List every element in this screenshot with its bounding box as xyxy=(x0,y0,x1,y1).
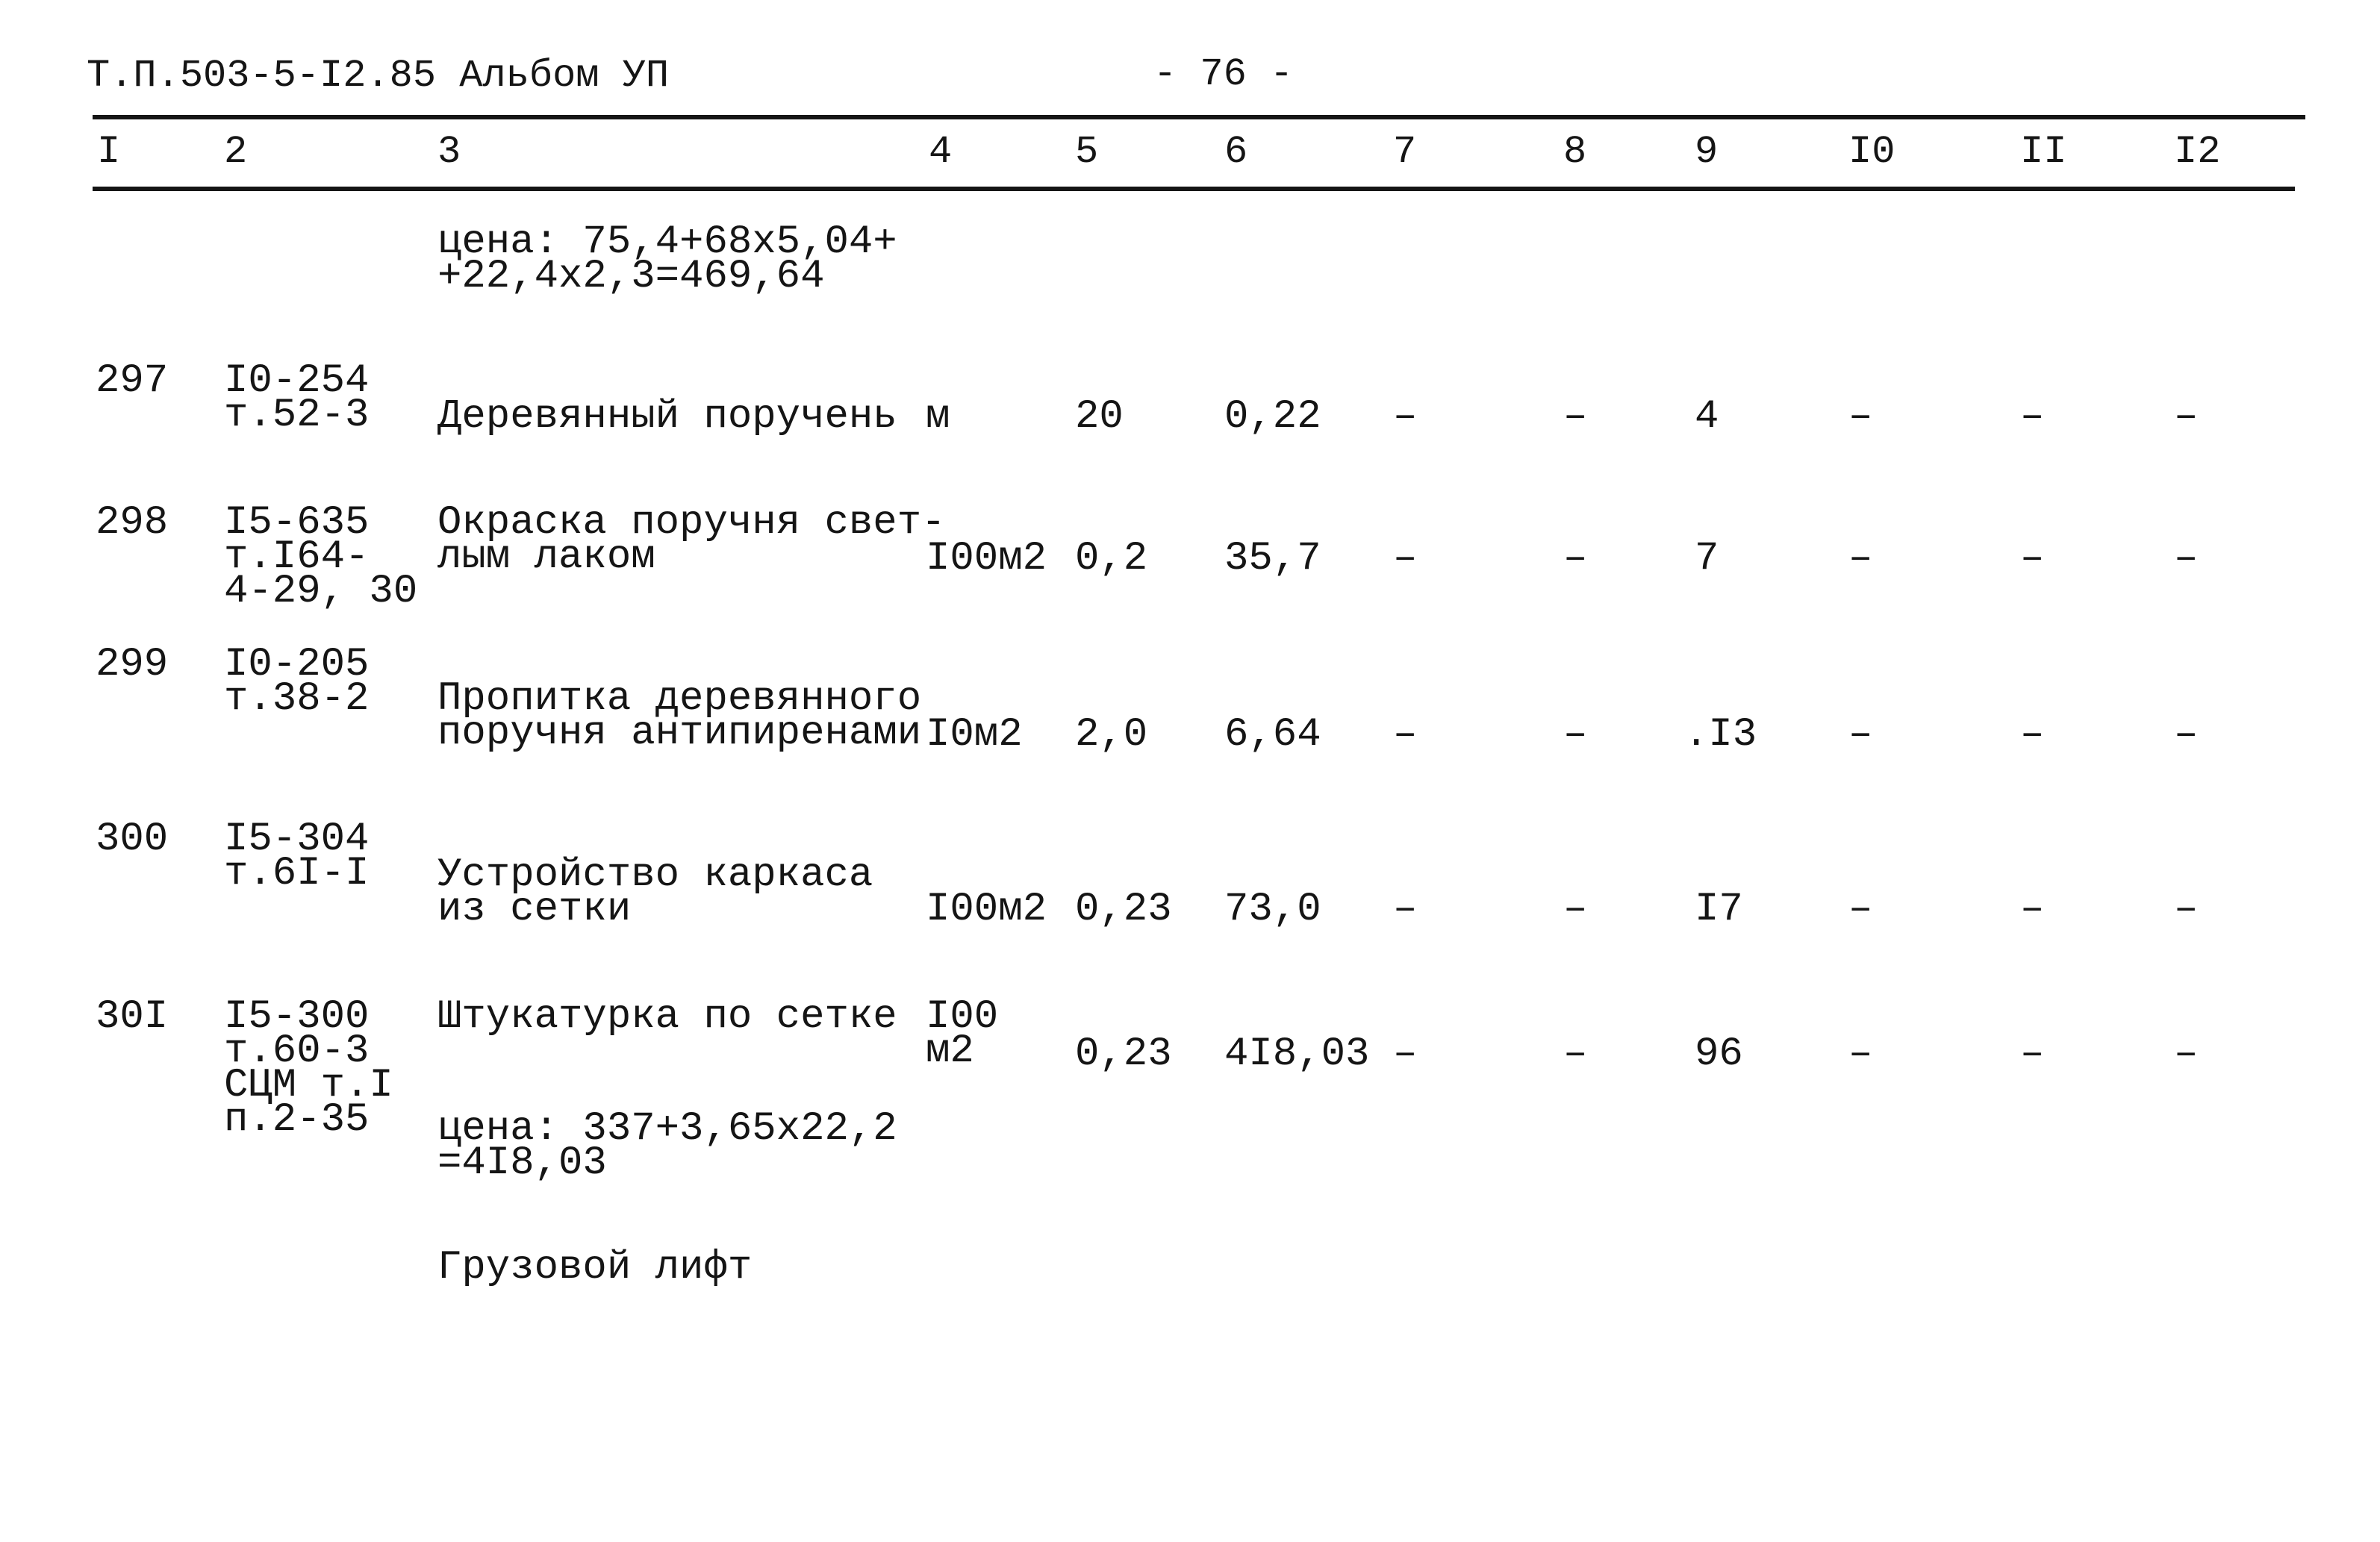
header-bottom-rule xyxy=(93,187,2295,191)
unit: I0м2 xyxy=(926,712,1023,758)
col-12-value: – xyxy=(2174,394,2199,440)
unit-price: 4I8,03 xyxy=(1224,1031,1370,1077)
work-description: Деревянный поручень xyxy=(437,394,897,440)
quantity: 20 xyxy=(1075,394,1124,440)
unit-price: 73,0 xyxy=(1224,887,1321,932)
work-description: Устройство каркаса из сетки xyxy=(437,852,873,932)
price-note: цена: 337+3,65х22,2 =4I8,03 xyxy=(437,1106,897,1186)
col-11-value: – xyxy=(2020,712,2045,758)
col-10-value: – xyxy=(1848,1031,1873,1077)
unit: I00м2 xyxy=(926,887,1047,932)
column-header-10: I0 xyxy=(1848,130,1895,174)
col-9-value: I7 xyxy=(1695,887,1743,932)
rate-code: I0-254 т.52-3 xyxy=(224,358,370,438)
col-10-value: – xyxy=(1848,536,1873,581)
col-11-value: – xyxy=(2020,536,2045,581)
row-number: 298 xyxy=(96,500,169,546)
col-10-value: – xyxy=(1848,887,1873,932)
page-number: - 76 - xyxy=(1153,52,1294,96)
unit-price: 0,22 xyxy=(1224,394,1321,440)
col-8-value: – xyxy=(1563,712,1588,758)
quantity: 0,23 xyxy=(1075,887,1172,932)
document-code: Т.П.503-5-I2.85 Альбом УП xyxy=(87,54,670,98)
col-8-value: – xyxy=(1563,887,1588,932)
rate-code: I5-300 т.60-3 СЦМ т.I п.2-35 xyxy=(224,994,393,1143)
rate-code: I5-635 т.I64- 4-29, 30 xyxy=(224,500,418,614)
column-header-4: 4 xyxy=(929,130,953,174)
unit: I00м2 xyxy=(926,536,1047,581)
row-number: 299 xyxy=(96,642,169,687)
unit: I00 м2 xyxy=(926,994,999,1074)
col-11-value: – xyxy=(2020,887,2045,932)
column-header-5: 5 xyxy=(1075,130,1099,174)
quantity: 0,2 xyxy=(1075,536,1148,581)
col-8-value: – xyxy=(1563,394,1588,440)
col-10-value: – xyxy=(1848,712,1873,758)
column-header-12: I2 xyxy=(2174,130,2221,174)
column-header-9: 9 xyxy=(1695,130,1719,174)
row-number: 297 xyxy=(96,358,169,404)
col-10-value: – xyxy=(1848,394,1873,440)
unit: м xyxy=(926,394,950,440)
col-7-value: – xyxy=(1393,887,1418,932)
col-12-value: – xyxy=(2174,1031,2199,1077)
header-top-rule xyxy=(93,115,2305,119)
column-header-1: I xyxy=(97,130,121,174)
section-heading: Грузовой лифт xyxy=(437,1245,753,1290)
col-7-value: – xyxy=(1393,1031,1418,1077)
work-description: Штукатурка по сетке xyxy=(437,994,897,1040)
column-header-11: II xyxy=(2020,130,2067,174)
col-9-value: 96 xyxy=(1695,1031,1743,1077)
column-header-8: 8 xyxy=(1563,130,1587,174)
work-description: Пропитка деревянного поручня антипиренами xyxy=(437,676,922,756)
col-12-value: – xyxy=(2174,887,2199,932)
row-number: 30I xyxy=(96,994,169,1040)
column-header-2: 2 xyxy=(224,130,248,174)
col-12-value: – xyxy=(2174,536,2199,581)
column-header-6: 6 xyxy=(1224,130,1248,174)
unit-price: 6,64 xyxy=(1224,712,1321,758)
unit-price: 35,7 xyxy=(1224,536,1321,581)
row-number: 300 xyxy=(96,817,169,862)
rate-code: I5-304 т.6I-I xyxy=(224,817,370,896)
col-8-value: – xyxy=(1563,1031,1588,1077)
col-9-value: 7 xyxy=(1695,536,1719,581)
col-9-value: .I3 xyxy=(1684,712,1757,758)
col-9-value: 4 xyxy=(1695,394,1719,440)
quantity: 0,23 xyxy=(1075,1031,1172,1077)
price-note: цена: 75,4+68х5,04+ +22,4х2,3=469,64 xyxy=(437,219,897,299)
quantity: 2,0 xyxy=(1075,712,1148,758)
col-12-value: – xyxy=(2174,712,2199,758)
rate-code: I0-205 т.38-2 xyxy=(224,642,370,722)
col-11-value: – xyxy=(2020,394,2045,440)
col-7-value: – xyxy=(1393,712,1418,758)
col-7-value: – xyxy=(1393,536,1418,581)
col-8-value: – xyxy=(1563,536,1588,581)
col-11-value: – xyxy=(2020,1031,2045,1077)
column-header-3: 3 xyxy=(437,130,461,174)
col-7-value: – xyxy=(1393,394,1418,440)
work-description: Окраска поручня свет- лым лаком xyxy=(437,500,946,580)
column-header-7: 7 xyxy=(1393,130,1417,174)
